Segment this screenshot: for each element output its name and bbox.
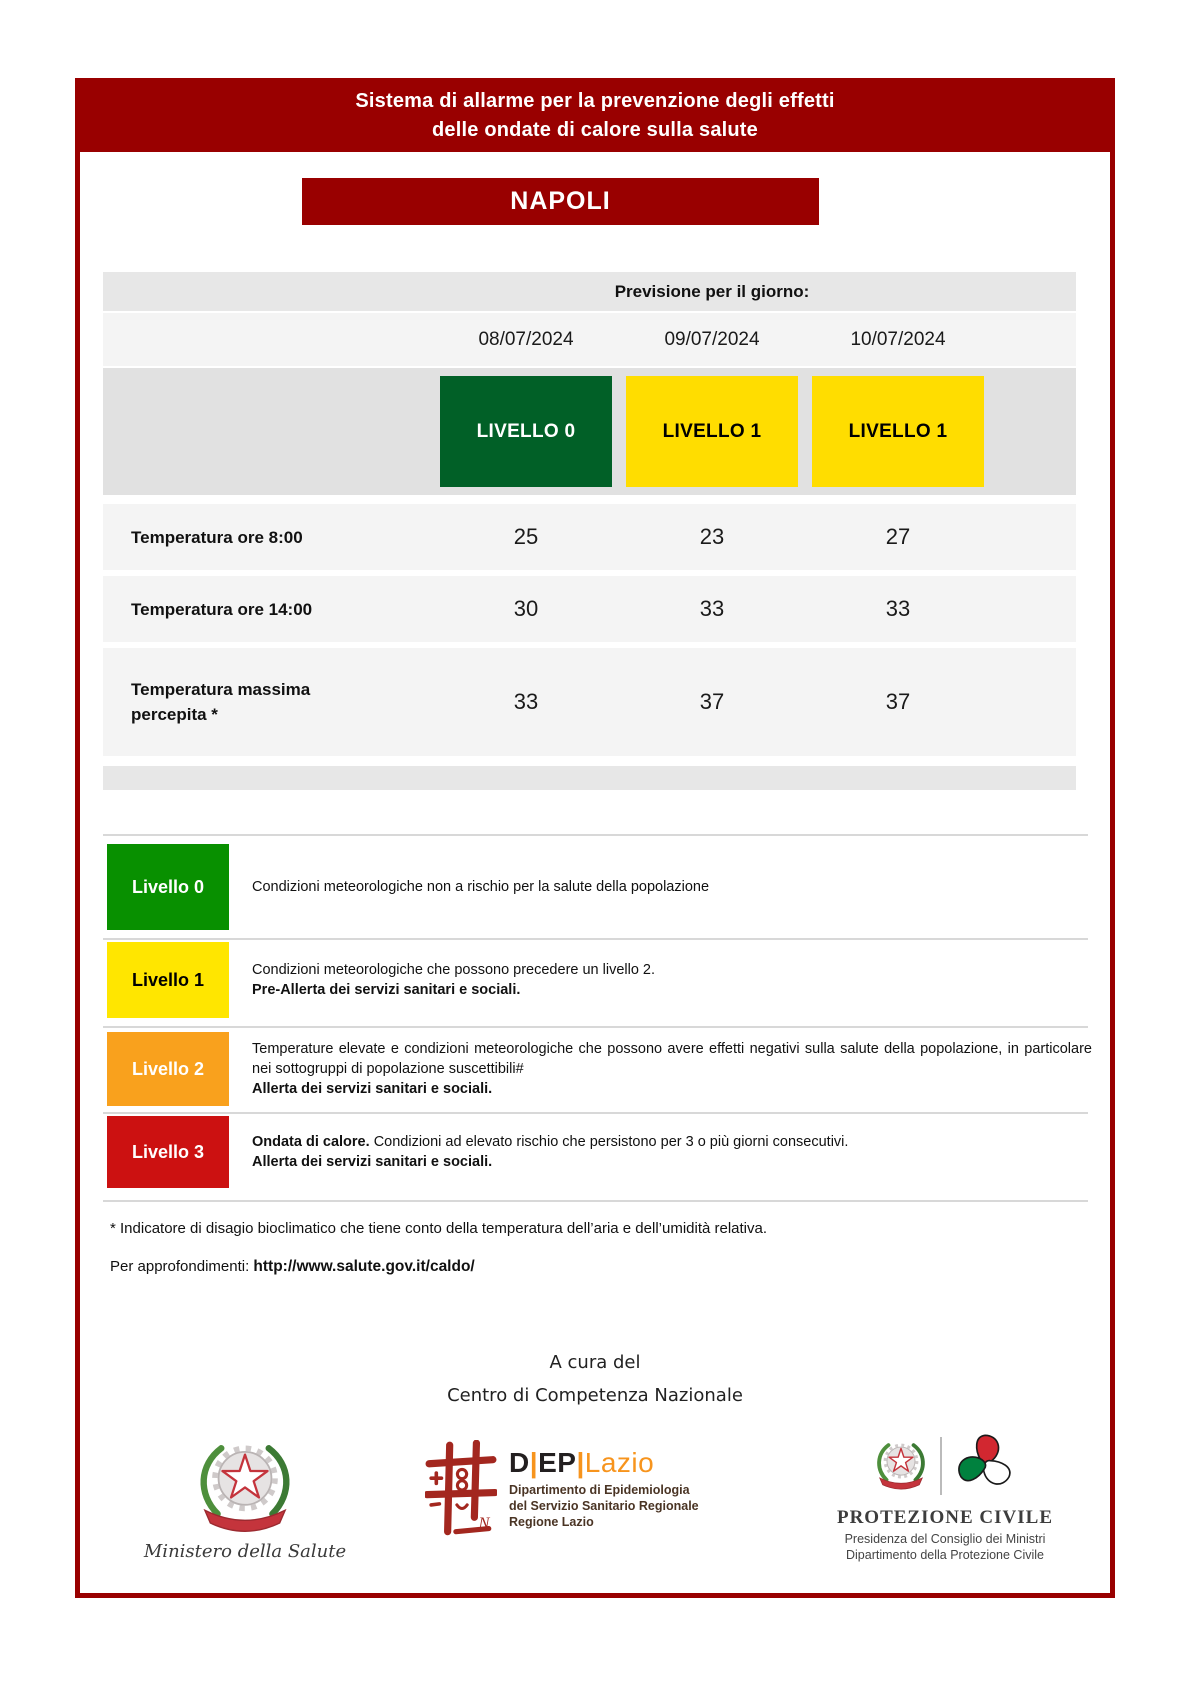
dep-subtitle-line3: Regione Lazio [509, 1515, 594, 1529]
logo-ministero-salute [145, 1430, 345, 1562]
temp-value: 33 [699, 596, 725, 621]
logo-dep-lazio [425, 1440, 699, 1545]
credits-line1: A cura del [549, 1352, 641, 1373]
table-footer-strip [103, 766, 1076, 790]
legend-row-level0 [107, 844, 1092, 930]
legend-text-level0 [252, 877, 1092, 897]
temp-value: 37 [699, 689, 725, 714]
level-badge-day3: LIVELLO 1 [812, 376, 984, 487]
legend-swatch-level0: Livello 0 [107, 844, 229, 930]
dep-glyph-icon [425, 1440, 497, 1545]
protezione-subtitle [845, 1531, 1046, 1563]
legend-alert: Allerta dei servizi sanitari e sociali. [252, 1154, 493, 1170]
forecast-title: Previsione per il giorno: [614, 281, 810, 301]
city-banner [302, 178, 819, 225]
dep-brand-ep: EP [538, 1447, 577, 1478]
temp-value: 30 [513, 596, 539, 621]
dep-pipe: | [576, 1447, 585, 1478]
dep-brand-d: D [509, 1447, 530, 1478]
ministero-caption: Ministero della Salute [143, 1541, 347, 1562]
legend-desc-rest: Condizioni ad elevato rischio che persistono per 3 o più giorni consecutivi. [373, 1134, 849, 1150]
document-title-line1: Sistema di allarme per la prevenzione degli effetti [355, 90, 835, 112]
logo-protezione-civile [830, 1430, 1060, 1563]
temp-value: 33 [885, 596, 911, 621]
row-label: Temperatura ore 8:00 [131, 527, 303, 547]
legend-swatch-level1: Livello 1 [107, 942, 229, 1018]
dep-subtitle [509, 1482, 699, 1530]
svg-text:N: N [478, 1513, 490, 1533]
dep-subtitle-line2: del Servizio Sanitario Regionale [509, 1499, 699, 1513]
temp-value: 33 [513, 689, 539, 714]
legend-text-level1 [252, 960, 1092, 1000]
more-info-line [110, 1258, 475, 1276]
temp-value: 23 [699, 524, 725, 549]
divider [103, 1026, 1088, 1028]
legend-desc: Condizioni meteorologiche che possono precedere un livello 2. [252, 962, 656, 978]
row-label: Temperatura ore 14:00 [131, 599, 313, 619]
temp-value: 27 [885, 524, 911, 549]
document-title [75, 78, 1115, 152]
protezione-mark [872, 1430, 1018, 1501]
dep-subtitle-line1: Dipartimento di Epidemiologia [509, 1483, 690, 1497]
dep-brand [509, 1448, 699, 1478]
salute-gov-link[interactable]: http://www.salute.gov.it/caldo/ [253, 1258, 475, 1275]
dep-pipe: | [529, 1447, 539, 1478]
italy-emblem-icon [872, 1435, 930, 1496]
more-info-label: Per approfondimenti: [110, 1258, 250, 1275]
forecast-date: 10/07/2024 [850, 328, 946, 350]
divider [103, 1200, 1088, 1202]
document-title-line2: delle ondate di calore sulla salute [432, 119, 758, 141]
legend-text-level3 [252, 1132, 1092, 1172]
level-badge-day1: LIVELLO 0 [440, 376, 612, 487]
pinwheel-icon [952, 1430, 1018, 1501]
legend-row-level1 [107, 942, 1092, 1018]
dep-text-block [509, 1440, 699, 1530]
forecast-levels-row [103, 368, 1076, 495]
legend-swatch-level2: Livello 2 [107, 1032, 229, 1106]
italy-emblem-icon [190, 1430, 300, 1539]
divider [103, 834, 1088, 836]
legend-alert: Allerta dei servizi sanitari e sociali. [252, 1081, 493, 1097]
forecast-header-row [103, 272, 1076, 311]
logo-divider [940, 1437, 942, 1495]
protezione-subtitle-line1: Presidenza del Consiglio dei Ministri [844, 1532, 1046, 1546]
legend-alert: Pre-Allerta dei servizi sanitari e sociali. [252, 982, 521, 998]
temp-value: 25 [513, 524, 539, 549]
frame-border-bottom [75, 1593, 1115, 1598]
level-badge-day2: LIVELLO 1 [626, 376, 798, 487]
table-row-temp-8 [103, 504, 1076, 570]
legend-swatch-level3: Livello 3 [107, 1116, 229, 1188]
row-label: Temperatura massima percepita * [131, 680, 311, 724]
table-row-temp-max [103, 648, 1076, 756]
table-row-temp-14 [103, 576, 1076, 642]
legend-row-level3 [107, 1116, 1092, 1188]
city-name: NAPOLI [510, 187, 611, 215]
temp-value: 37 [885, 689, 911, 714]
forecast-dates-row [103, 313, 1076, 366]
legend-row-level2 [107, 1032, 1092, 1106]
forecast-date: 09/07/2024 [664, 328, 760, 350]
forecast-date: 08/07/2024 [478, 328, 574, 350]
legend-desc [252, 1132, 1092, 1152]
divider [103, 1112, 1088, 1114]
divider [103, 938, 1088, 940]
legend-desc: Temperature elevate e condizioni meteorologiche che possono avere effetti negativi sulla salute della popolazione, in particolare nei sottogruppi di popolazione suscettibili# [252, 1041, 1092, 1077]
dep-brand-lazio: Lazio [584, 1447, 655, 1478]
legend-text-level2 [252, 1039, 1092, 1099]
credits [75, 1346, 1115, 1412]
protezione-subtitle-line2: Dipartimento della Protezione Civile [845, 1548, 1044, 1562]
legend-desc: Condizioni meteorologiche non a rischio per la salute della popolazione [252, 879, 710, 895]
protezione-title: PROTEZIONE CIVILE [836, 1507, 1054, 1528]
legend-lead: Ondata di calore. [252, 1134, 370, 1150]
credits-line2: Centro di Competenza Nazionale [447, 1385, 743, 1406]
footnote: * Indicatore di disagio bioclimatico che tiene conto della temperatura dell’aria e dell’umidità relativa. [110, 1220, 768, 1237]
content-frame [75, 78, 1115, 1598]
